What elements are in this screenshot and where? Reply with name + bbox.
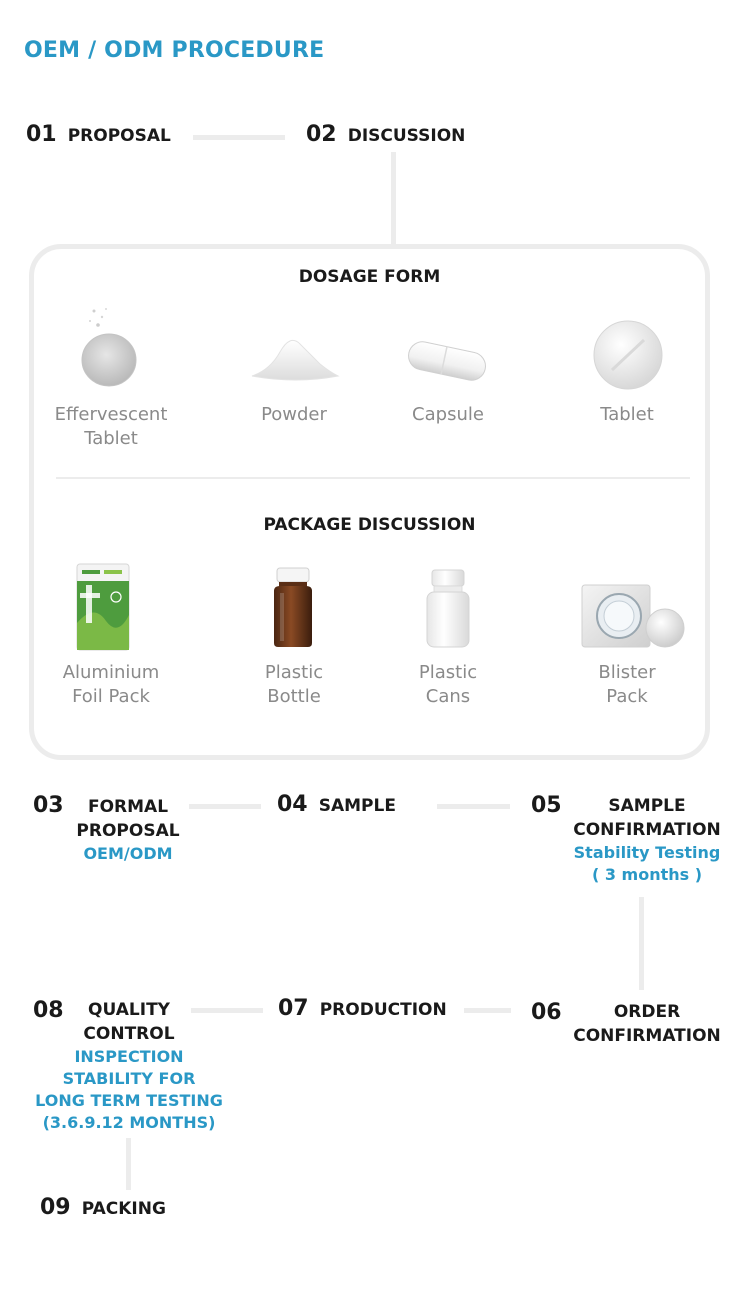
- dosage-caption-tablet: [547, 403, 707, 427]
- package-caption-bottle: [214, 661, 374, 709]
- capsule-icon: [404, 337, 490, 385]
- package-caption-cans: [368, 661, 528, 709]
- step-04: [277, 792, 396, 817]
- step-label: FORMAL: [87, 797, 169, 817]
- dosage-caption-capsule: [368, 403, 528, 427]
- step-08-notes: [24, 1046, 234, 1134]
- caption-line: Foil Pack: [72, 686, 150, 707]
- connector-line: [191, 1008, 263, 1013]
- step-08-number: 08: [33, 998, 64, 1023]
- step-note: ( 3 months ): [591, 865, 703, 884]
- step-label: QUALITY: [88, 1000, 170, 1020]
- step-number: 09: [40, 1195, 71, 1220]
- caption-line: Plastic: [264, 662, 324, 683]
- connector-line: [193, 135, 285, 140]
- step-06-number: 06: [531, 1000, 562, 1025]
- powder-icon: [250, 330, 340, 385]
- dosage-caption-powder: [214, 403, 374, 427]
- effervescent-tablet-icon: [72, 305, 152, 395]
- step-05-number: 05: [531, 793, 562, 818]
- step-label: CONFIRMATION: [573, 820, 721, 840]
- package-discussion-heading: PACKAGE DISCUSSION: [263, 515, 476, 535]
- step-03-number: 03: [33, 793, 64, 818]
- package-caption-foil: [31, 661, 191, 709]
- step-08: [68, 998, 190, 1046]
- blister-pack-icon: [581, 584, 687, 650]
- connector-line: [189, 804, 261, 809]
- step-label: PROPOSAL: [76, 821, 180, 841]
- caption-line: Pack: [606, 686, 648, 707]
- step-label: PACKING: [81, 1199, 166, 1219]
- step-label: PRODUCTION: [319, 1000, 447, 1020]
- page-title: OEM / ODM PROCEDURE: [24, 38, 325, 63]
- caption-line: Bottle: [267, 686, 321, 707]
- step-label: SAMPLE: [318, 796, 396, 816]
- package-caption-blister: [547, 661, 707, 709]
- step-05: [569, 794, 725, 886]
- step-09: [40, 1195, 166, 1220]
- step-note: INSPECTION: [74, 1047, 184, 1066]
- plastic-can-icon: [424, 569, 472, 649]
- caption-line: Cans: [425, 686, 471, 707]
- step-02: [306, 122, 465, 147]
- caption-line: Blister: [598, 662, 656, 683]
- caption-line: Tablet: [600, 404, 654, 425]
- foil-pack-icon: [76, 563, 130, 651]
- caption-line: Effervescent: [54, 404, 168, 425]
- step-label: DISCUSSION: [347, 126, 466, 146]
- step-note: LONG TERM TESTING: [35, 1091, 223, 1110]
- step-note: (3.6.9.12 MONTHS): [42, 1113, 216, 1132]
- connector-line: [437, 804, 510, 809]
- section-divider: [56, 477, 690, 479]
- step-number: 02: [306, 122, 337, 147]
- step-label: ORDER: [613, 1002, 681, 1022]
- step-label: SAMPLE: [608, 796, 686, 816]
- step-label: PROPOSAL: [67, 126, 171, 146]
- step-note: Stability Testing: [573, 843, 721, 862]
- caption-line: Powder: [261, 404, 327, 425]
- step-note: STABILITY FOR: [62, 1069, 196, 1088]
- connector-line: [391, 152, 396, 246]
- step-06: [569, 1000, 725, 1048]
- tablet-icon: [590, 318, 668, 394]
- connector-line: [639, 897, 644, 990]
- caption-line: Plastic: [418, 662, 478, 683]
- step-label: CONFIRMATION: [573, 1026, 721, 1046]
- step-number: 07: [278, 996, 309, 1021]
- plastic-bottle-icon: [270, 567, 316, 649]
- connector-line: [464, 1008, 511, 1013]
- step-note: OEM/ODM: [83, 844, 173, 863]
- step-01: [26, 122, 171, 147]
- connector-line: [126, 1138, 131, 1190]
- dosage-caption-effervescent: [31, 403, 191, 451]
- dosage-form-heading: DOSAGE FORM: [298, 267, 441, 287]
- step-label: CONTROL: [83, 1024, 175, 1044]
- caption-line: Aluminium: [62, 662, 160, 683]
- step-03: [68, 795, 188, 865]
- step-number: 01: [26, 122, 57, 147]
- caption-line: Capsule: [412, 404, 484, 425]
- caption-line: Tablet: [84, 428, 138, 449]
- step-number: 04: [277, 792, 308, 817]
- step-07: [278, 996, 447, 1021]
